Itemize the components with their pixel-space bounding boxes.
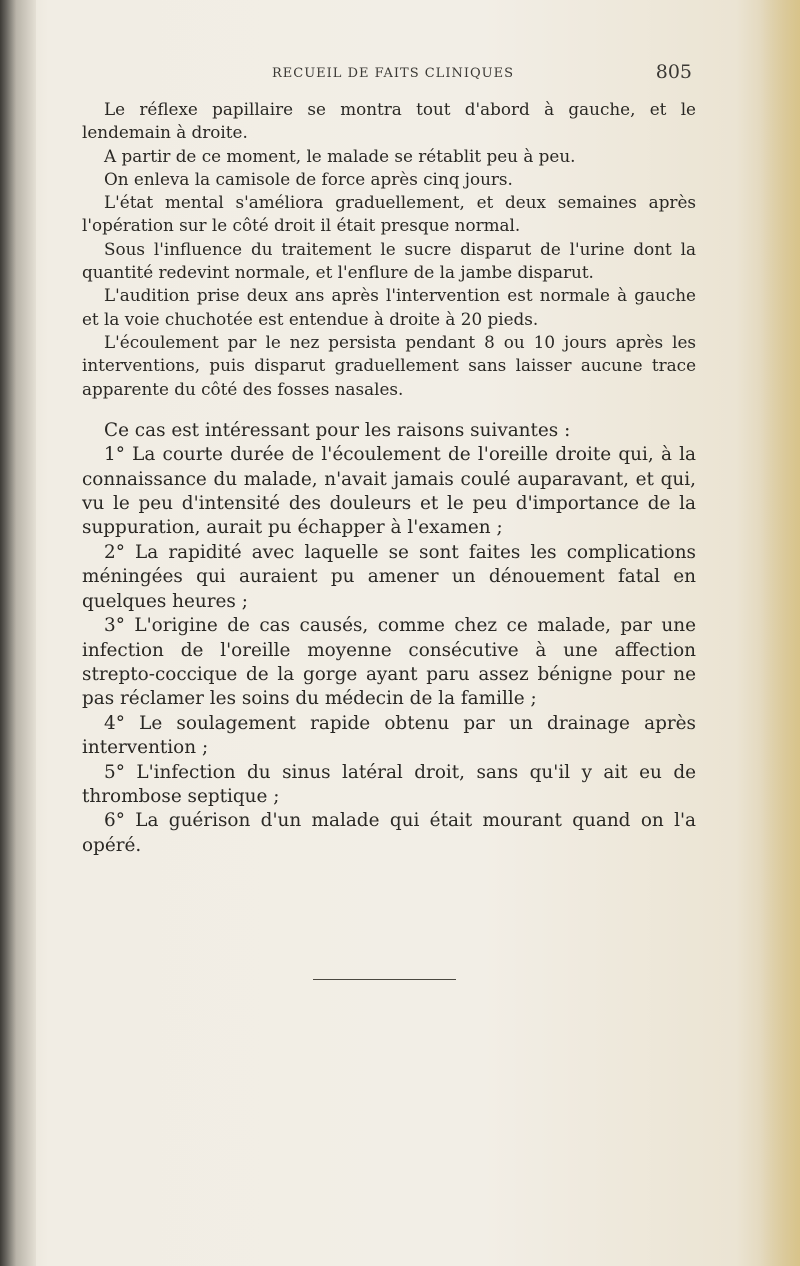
list-item: 5° L'infection du sinus latéral droit, sans qu'il y ait eu de thrombose septique ;	[82, 761, 696, 807]
paragraph: L'écoulement par le nez persista pendant 8 ou 10 jours après les interventions, puis disparut graduellement sans laisser aucune trace apparente du côté des fosses nasales.	[82, 331, 696, 399]
paragraph: A partir de ce moment, le malade se rétablit peu à peu.	[104, 145, 576, 166]
list-item: 1° La courte durée de l'écoulement de l'oreille droite qui, à la connaissance du malade, n'avait jamais coulé auparavant, et qui, vu le peu d'intensité des douleurs et le peu d'importance de la suppuration, aurait pu échapper à l'examen ;	[82, 444, 696, 539]
list-item: 3° L'origine de cas causés, comme chez ce malade, par une infection de l'oreille moyenne consécutive à une affection strepto-coccique de la gorge ayant paru assez bénigne pour ne pas réclamer les soins du médecin de la famille ;	[82, 615, 696, 710]
page-number: 805	[655, 61, 692, 83]
list-item: 2° La rapidité avec laquelle se sont faites les complications méningées qui auraient pu amener un dénouement fatal en quelques heures ;	[82, 541, 696, 612]
list-item: 6° La guérison d'un malade qui était mourant quand on l'a opéré.	[82, 810, 696, 856]
paragraph: L'état mental s'améliora graduellement, et deux semaines après l'opération sur le côté droit il était presque normal.	[82, 192, 696, 236]
paragraph: L'audition prise deux ans après l'intervention est normale à gauche et la voie chuchotée est entendue à droite à 20 pieds.	[82, 285, 696, 329]
book-spine-shadow	[0, 0, 36, 1266]
paragraph: Ce cas est intéressant pour les raisons suivantes :	[104, 419, 571, 441]
page-edge-stain	[760, 0, 800, 1266]
paragraph: Le réflexe papillaire se montra tout d'abord à gauche, et le lendemain à droite.	[82, 99, 696, 143]
running-head-title: RECUEIL DE FAITS CLINIQUES	[272, 66, 514, 81]
section-divider-rule	[313, 979, 456, 980]
list-item: 4° Le soulagement rapide obtenu par un drainage après intervention ;	[82, 712, 696, 759]
paragraph-gap	[82, 401, 696, 419]
body-text	[82, 98, 696, 858]
paragraph: Sous l'influence du traitement le sucre disparut de l'urine dont la quantité redevint normale, et l'enflure de la jambe disparut.	[82, 238, 696, 283]
paragraph: On enleva la camisole de force après cinq jours.	[104, 168, 513, 189]
